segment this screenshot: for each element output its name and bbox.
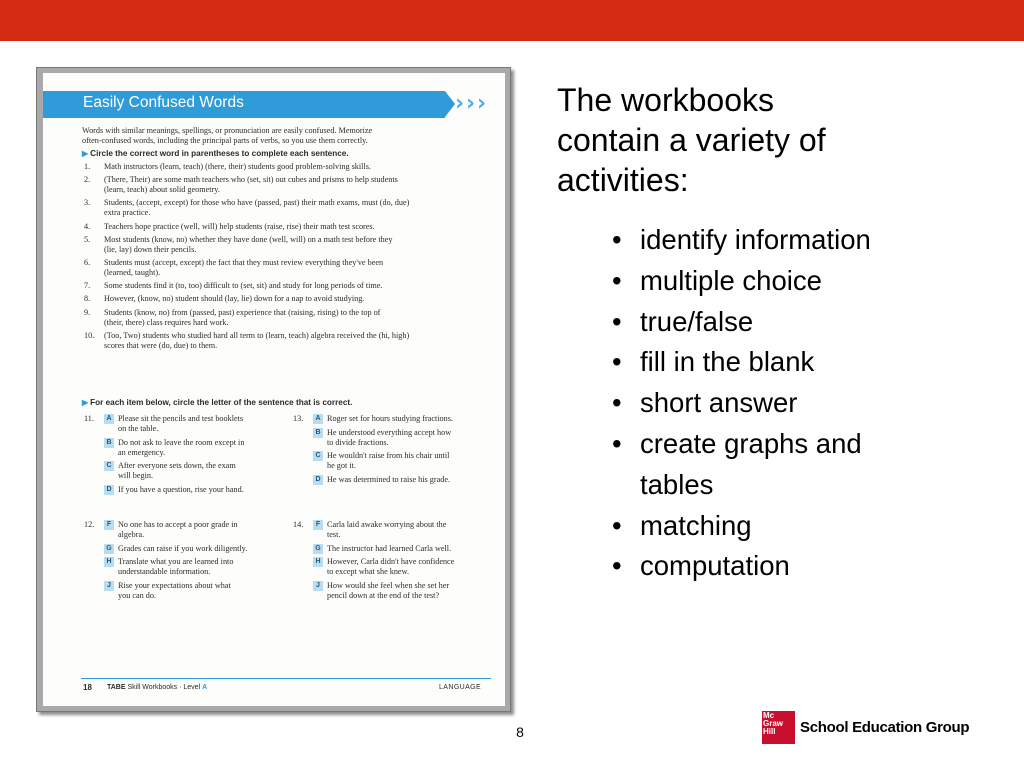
option-line: Rise your expectations about what: [118, 580, 231, 590]
page-title: Easily Confused Words: [83, 94, 244, 111]
answer-option: [104, 544, 247, 554]
option-line: After everyone sets down, the exam: [118, 461, 236, 470]
activity-bullet: [612, 342, 1012, 383]
option-letter: A: [104, 414, 114, 424]
option-line: How would she feel when she set her: [327, 580, 450, 590]
sentence-item: [84, 258, 383, 278]
answer-option: [104, 414, 243, 434]
option-line: He wouldn't raise from his chair until: [327, 451, 450, 460]
option-text: [327, 451, 449, 471]
sentence-number: 9.: [84, 307, 91, 317]
instruction-2: [82, 398, 352, 408]
sentence-text: [104, 281, 382, 291]
bullet-dot-icon: •: [612, 264, 622, 296]
sentence-line: (Too, Two) students who studied hard all term to (learn, teach) algebra received the (hi, high): [104, 330, 410, 340]
answer-option: [313, 451, 449, 471]
slide-lead-text: [557, 80, 957, 200]
intro-line: Words with similar meanings, spellings, or pronunciation are easily confused. Memorize: [82, 126, 373, 135]
sentence-line: Students, (accept, except) for those who have (passed, past) their math exams, must (do, due): [104, 198, 410, 208]
option-text: [327, 475, 450, 485]
lead-line: The workbooks: [557, 82, 774, 118]
answer-option: [313, 414, 453, 424]
sentence-item: [84, 235, 392, 255]
option-text: [118, 520, 238, 540]
option-line: Carla laid awake worrying about the: [327, 520, 447, 529]
sentence-line: Teachers hope practice (well, will) help students (raise, rise) their math test scores.: [104, 221, 375, 231]
bullet-dot-icon: •: [612, 387, 622, 419]
option-text: [118, 485, 244, 495]
chevron-right-icon: ›: [455, 91, 465, 116]
sentence-line: Students must (accept, except) the fact that they must review everything they've been: [104, 258, 384, 267]
title-bar-arrow-icon: [445, 91, 455, 117]
sentence-number: 8.: [84, 294, 91, 304]
answer-option: [313, 581, 449, 601]
sentence-item: [84, 331, 409, 351]
sentence-line: However, (know, no) student should (lay, lie) down for a nap to avoid studying.: [104, 294, 365, 304]
option-line: an emergency.: [118, 447, 166, 457]
instruction-text: For each item below, circle the letter of the sentence that is correct.: [90, 398, 353, 407]
sentence-number: 7.: [84, 281, 91, 291]
option-line: to except what she knew.: [327, 567, 409, 576]
activity-bullet: [612, 261, 1012, 302]
option-line: The instructor had learned Carla well.: [327, 543, 452, 553]
option-line: pencil down at the end of the test?: [327, 590, 440, 600]
top-accent-bar: [0, 0, 1024, 41]
logo-mark-line: Graw: [763, 719, 784, 728]
sentence-line: (their, there) class requires hard work.: [104, 317, 229, 327]
option-text: [327, 544, 451, 554]
play-triangle-icon: ▶: [82, 398, 89, 407]
option-letter: C: [313, 451, 323, 461]
option-line: algebra.: [118, 530, 145, 539]
lead-line: contain a variety of: [557, 122, 826, 158]
page-number: 18: [83, 683, 92, 692]
option-line: Translate what you are learned into: [118, 557, 234, 566]
section-name: LANGUAGE: [439, 684, 482, 691]
option-letter: F: [104, 520, 114, 530]
footer-rule: [81, 678, 491, 679]
option-text: [327, 414, 453, 424]
sentence-item: [84, 308, 380, 328]
question-number: 12.: [84, 520, 95, 529]
option-line: on the table.: [118, 424, 159, 433]
lead-line: activities:: [557, 162, 689, 198]
sentence-item: [84, 294, 364, 304]
option-letter: D: [104, 485, 114, 495]
instruction-1: [82, 149, 349, 159]
answer-option: [313, 544, 451, 554]
activity-bullet: [612, 424, 1012, 506]
question-number: 11.: [84, 414, 94, 423]
option-letter: B: [104, 438, 114, 448]
sentence-item: [84, 175, 398, 195]
sentence-item: [84, 222, 375, 232]
option-line: you can do.: [118, 590, 156, 600]
bullet-text: short answer: [640, 387, 798, 419]
activity-bullet: [612, 302, 1012, 343]
option-line: He was determined to raise his grade.: [327, 474, 450, 484]
option-line: He understood everything accept how: [327, 427, 452, 437]
option-text: [118, 544, 247, 554]
bullet-dot-icon: •: [612, 224, 622, 255]
bullet-text: identify information: [640, 224, 871, 255]
workbook-page: [43, 73, 505, 706]
sentence-number: 10.: [84, 330, 95, 340]
sentence-line: Most students (know, no) whether they have done (well, will) on a math test before they: [104, 234, 393, 244]
mcgraw-hill-logo: [762, 711, 970, 745]
logo-text: School Education Group: [800, 719, 970, 736]
bullet-text: fill in the blank: [640, 346, 815, 378]
bullet-dot-icon: •: [612, 550, 622, 582]
chevron-right-icon: ›: [466, 91, 476, 116]
bullet-dot-icon: •: [612, 346, 622, 378]
instruction-text: Circle the correct word in parentheses to complete each sentence.: [90, 149, 349, 158]
mcgraw-hill-logo-mark: [762, 711, 795, 744]
option-text: [327, 520, 446, 540]
sentence-text: [104, 331, 409, 351]
option-line: he got it.: [327, 461, 356, 470]
option-line: No one has to accept a poor grade in: [118, 520, 238, 529]
answer-option: [313, 557, 454, 577]
answer-option: [313, 428, 451, 448]
question-number: 14.: [293, 520, 304, 529]
option-letter: F: [313, 520, 323, 530]
option-letter: D: [313, 475, 323, 485]
sentence-item: [84, 198, 409, 218]
option-line: Do not ask to leave the room except in: [118, 437, 245, 447]
intro-paragraph: [82, 126, 372, 146]
option-text: [327, 428, 451, 448]
answer-option: [104, 485, 244, 495]
chevron-right-icon: ›: [477, 91, 487, 116]
bullet-text: multiple choice: [640, 264, 822, 296]
activity-bullet-list: [612, 220, 1012, 587]
answer-option: [313, 475, 450, 485]
bullet-dot-icon: •: [612, 509, 622, 541]
option-line: understandable information.: [118, 567, 211, 576]
sentence-number: 3.: [84, 198, 91, 208]
intro-line: often-confused words, including the principal parts of verbs, so you use them correctly.: [82, 136, 368, 145]
sentence-line: Some students find it (to, too) difficult to (set, sit) and study for long periods of time.: [104, 281, 383, 291]
activity-bullet: [612, 220, 1012, 261]
book-title-text: Skill Workbooks · Level: [127, 684, 201, 691]
sentence-text: [104, 175, 398, 195]
option-letter: C: [104, 461, 114, 471]
option-letter: G: [104, 544, 114, 554]
option-line: Please sit the pencils and test booklets: [118, 414, 244, 423]
sentence-number: 2.: [84, 175, 91, 185]
answer-option: [104, 557, 233, 577]
sentence-line: scores that were (do, due) to them.: [104, 340, 218, 350]
sentence-number: 5.: [84, 234, 91, 244]
workbook-page-image: [36, 67, 511, 712]
bullet-dot-icon: •: [612, 305, 622, 337]
bullet-text: matching: [640, 509, 752, 541]
sentence-number: 4.: [84, 221, 91, 231]
option-line: Grades can raise if you work diligently.: [118, 543, 248, 553]
sentence-number: 6.: [84, 258, 91, 267]
book-level: A: [202, 684, 208, 691]
option-letter: J: [104, 581, 114, 591]
option-letter: B: [313, 428, 323, 438]
bullet-text: create graphs and: [640, 427, 862, 459]
bullet-text: true/false: [640, 305, 754, 337]
activity-bullet: [612, 546, 1012, 587]
option-text: [118, 438, 244, 458]
logo-mark-line: Hill: [763, 727, 776, 736]
sentence-line: (There, Their) are some math teachers who (set, sit) out cubes and prisms to help students: [104, 175, 398, 185]
option-letter: G: [313, 544, 323, 554]
sentence-text: [104, 235, 392, 255]
activity-bullet: [612, 383, 1012, 424]
option-text: [118, 581, 231, 601]
answer-option: [104, 581, 231, 601]
answer-option: [313, 520, 446, 540]
sentence-text: [104, 294, 364, 304]
sentence-line: (learn, teach) about solid geometry.: [104, 185, 220, 195]
sentence-text: [104, 198, 409, 218]
option-line: to divide fractions.: [327, 437, 389, 447]
sentence-line: Students (know, no) from (passed, past) experience that (raising, rising) to the top of: [104, 307, 381, 317]
option-text: [327, 581, 449, 601]
answer-option: [104, 461, 236, 481]
bullet-text: computation: [640, 550, 790, 582]
sentence-item: [84, 281, 382, 291]
slide-number: 8: [516, 724, 524, 740]
sentence-line: (learned, taught).: [104, 268, 161, 277]
sentence-text: [104, 222, 375, 232]
play-triangle-icon: ▶: [82, 149, 89, 158]
book-brand: TABE: [107, 684, 126, 691]
option-line: If you have a question, rise your hand.: [118, 484, 244, 494]
bullet-dot-icon: •: [612, 427, 622, 459]
sentence-line: Math instructors (learn, teach) (there, their) students good problem-solving skills.: [104, 162, 371, 171]
sentence-number: 1.: [84, 162, 91, 171]
sentence-line: extra practice.: [104, 208, 151, 218]
option-text: [327, 557, 454, 577]
book-title: [107, 684, 207, 691]
sentence-item: [84, 162, 371, 172]
option-letter: H: [313, 557, 323, 567]
bullet-text: tables: [640, 468, 714, 500]
option-text: [118, 414, 243, 434]
sentence-line: (lie, lay) down their pencils.: [104, 244, 197, 254]
option-line: However, Carla didn't have confidence: [327, 557, 455, 566]
activity-bullet: [612, 506, 1012, 547]
sentence-text: [104, 308, 380, 328]
option-letter: J: [313, 581, 323, 591]
page-title-bar: [43, 91, 445, 118]
sentence-text: [104, 162, 371, 172]
option-text: [118, 557, 233, 577]
option-line: Roger set for hours studying fractions.: [327, 414, 453, 423]
option-text: [118, 461, 236, 481]
answer-option: [104, 520, 238, 540]
sentence-text: [104, 258, 383, 278]
option-line: test.: [327, 530, 341, 539]
option-letter: A: [313, 414, 323, 424]
option-line: will begin.: [118, 471, 154, 480]
answer-option: [104, 438, 244, 458]
question-number: 13.: [293, 414, 304, 423]
option-letter: H: [104, 557, 114, 567]
logo-mark-line: Mc: [763, 711, 775, 720]
